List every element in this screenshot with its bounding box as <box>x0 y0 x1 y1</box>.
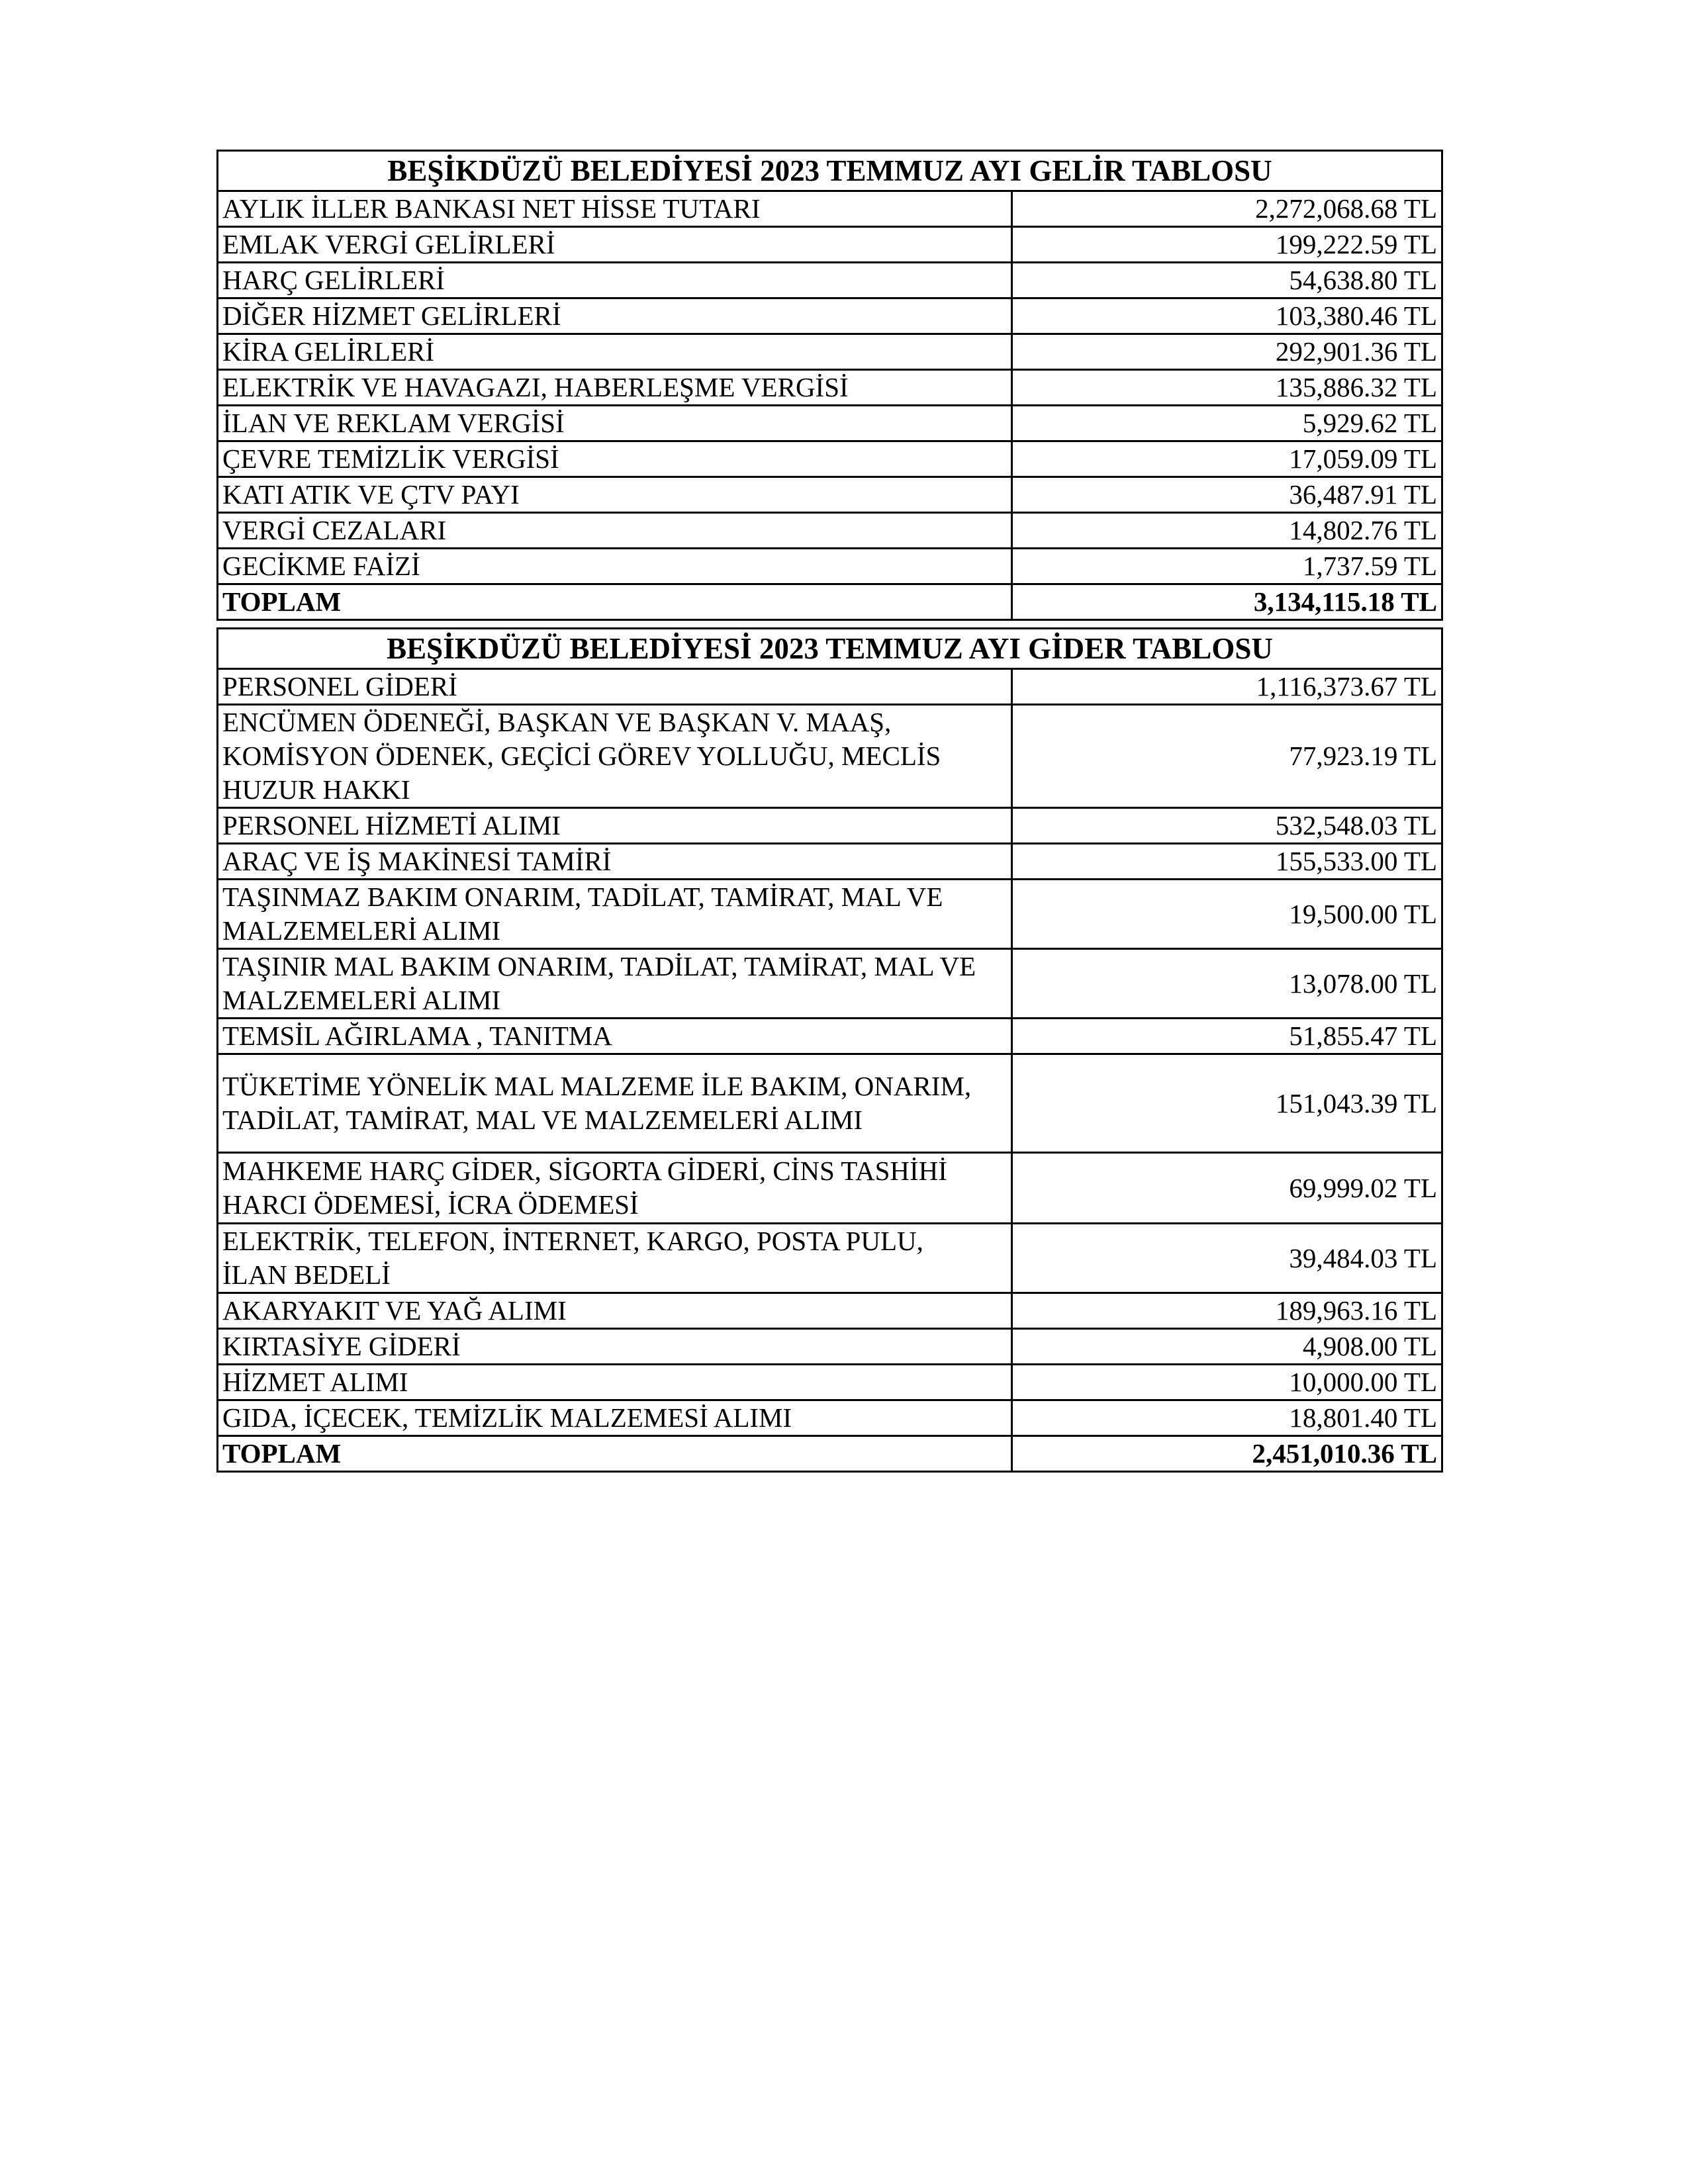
table-row <box>218 808 1442 844</box>
income-item-label: AYLIK İLLER BANKASI NET HİSSE TUTARI <box>218 191 1012 227</box>
income-item-amount: 135,886.32 TL <box>1012 370 1442 406</box>
table-row <box>218 334 1442 370</box>
expense-item-amount: 151,043.39 TL <box>1012 1054 1442 1153</box>
income-item-amount: 17,059.09 TL <box>1012 441 1442 477</box>
table-row <box>218 298 1442 334</box>
expense-total-label: TOPLAM <box>218 1436 1012 1472</box>
expense-item-amount: 77,923.19 TL <box>1012 705 1442 808</box>
table-row <box>218 949 1442 1019</box>
income-item-amount: 103,380.46 TL <box>1012 298 1442 334</box>
table-row <box>218 191 1442 227</box>
table-row <box>218 705 1442 808</box>
income-item-label: ÇEVRE TEMİZLİK VERGİSİ <box>218 441 1012 477</box>
table-row <box>218 880 1442 949</box>
income-item-amount: 199,222.59 TL <box>1012 227 1442 263</box>
income-total-row <box>218 584 1442 620</box>
expense-item-label: GIDA, İÇECEK, TEMİZLİK MALZEMESİ ALIMI <box>218 1400 1012 1436</box>
table-row <box>218 406 1442 441</box>
expense-item-label: TAŞINIR MAL BAKIM ONARIM, TADİLAT, TAMİRAT, MAL VE MALZEMELERİ ALIMI <box>218 949 1012 1019</box>
expense-item-label: KIRTASİYE GİDERİ <box>218 1329 1012 1365</box>
expense-item-amount: 19,500.00 TL <box>1012 880 1442 949</box>
table-row <box>218 1293 1442 1329</box>
expense-item-label: ELEKTRİK, TELEFON, İNTERNET, KARGO, POSTA PULU, İLAN BEDELİ <box>218 1224 1012 1293</box>
expense-total-amount: 2,451,010.36 TL <box>1012 1436 1442 1472</box>
table-row <box>218 513 1442 549</box>
expense-item-amount: 69,999.02 TL <box>1012 1153 1442 1224</box>
expense-item-label: AKARYAKIT VE YAĞ ALIMI <box>218 1293 1012 1329</box>
table-row <box>218 441 1442 477</box>
table-row <box>218 263 1442 298</box>
income-item-label: ELEKTRİK VE HAVAGAZI, HABERLEŞME VERGİSİ <box>218 370 1012 406</box>
expense-item-label: MAHKEME HARÇ GİDER, SİGORTA GİDERİ, CİNS TASHİHİ HARCI ÖDEMESİ, İCRA ÖDEMESİ <box>218 1153 1012 1224</box>
table-row <box>218 549 1442 584</box>
expense-item-label: ENCÜMEN ÖDENEĞİ, BAŞKAN VE BAŞKAN V. MAAŞ, KOMİSYON ÖDENEK, GEÇİCİ GÖREV YOLLUĞU, MECLİS HUZUR HAKKI <box>218 705 1012 808</box>
income-item-label: DİĞER HİZMET GELİRLERİ <box>218 298 1012 334</box>
expense-item-label: TEMSİL AĞIRLAMA , TANITMA <box>218 1019 1012 1054</box>
table-row <box>218 370 1442 406</box>
income-item-amount: 2,272,068.68 TL <box>1012 191 1442 227</box>
expense-item-label: HİZMET ALIMI <box>218 1365 1012 1400</box>
income-item-amount: 292,901.36 TL <box>1012 334 1442 370</box>
income-item-label: HARÇ GELİRLERİ <box>218 263 1012 298</box>
income-item-label: KATI ATIK VE ÇTV PAYI <box>218 477 1012 513</box>
income-item-amount: 5,929.62 TL <box>1012 406 1442 441</box>
table-row <box>218 227 1442 263</box>
expense-item-amount: 39,484.03 TL <box>1012 1224 1442 1293</box>
income-table-title: BEŞİKDÜZÜ BELEDİYESİ 2023 TEMMUZ AYI GELİR TABLOSU <box>218 151 1442 191</box>
expense-item-label: PERSONEL GİDERİ <box>218 669 1012 705</box>
expense-item-label: ARAÇ VE İŞ MAKİNESİ TAMİRİ <box>218 844 1012 880</box>
expense-item-amount: 4,908.00 TL <box>1012 1329 1442 1365</box>
expense-item-label: PERSONEL HİZMETİ ALIMI <box>218 808 1012 844</box>
table-row <box>218 1224 1442 1293</box>
expense-item-amount: 1,116,373.67 TL <box>1012 669 1442 705</box>
expense-table <box>216 627 1443 1473</box>
income-item-label: KİRA GELİRLERİ <box>218 334 1012 370</box>
expense-title-row <box>218 629 1442 669</box>
expense-table-title: BEŞİKDÜZÜ BELEDİYESİ 2023 TEMMUZ AYI GİDER TABLOSU <box>218 629 1442 669</box>
income-item-amount: 14,802.76 TL <box>1012 513 1442 549</box>
income-total-amount: 3,134,115.18 TL <box>1012 584 1442 620</box>
expense-item-amount: 10,000.00 TL <box>1012 1365 1442 1400</box>
expense-item-label: TÜKETİME YÖNELİK MAL MALZEME İLE BAKIM, ONARIM, TADİLAT, TAMİRAT, MAL VE MALZEMELERİ ALIMI <box>218 1054 1012 1153</box>
income-item-label: VERGİ CEZALARI <box>218 513 1012 549</box>
expense-item-amount: 155,533.00 TL <box>1012 844 1442 880</box>
table-row <box>218 844 1442 880</box>
table-row <box>218 1400 1442 1436</box>
expense-item-amount: 13,078.00 TL <box>1012 949 1442 1019</box>
table-row <box>218 1153 1442 1224</box>
table-row <box>218 669 1442 705</box>
table-row <box>218 477 1442 513</box>
income-item-amount: 54,638.80 TL <box>1012 263 1442 298</box>
income-item-label: EMLAK VERGİ GELİRLERİ <box>218 227 1012 263</box>
income-item-amount: 36,487.91 TL <box>1012 477 1442 513</box>
income-title-row <box>218 151 1442 191</box>
income-table <box>216 150 1443 621</box>
table-row <box>218 1019 1442 1054</box>
income-item-label: GECİKME FAİZİ <box>218 549 1012 584</box>
income-item-label: İLAN VE REKLAM VERGİSİ <box>218 406 1012 441</box>
expense-item-amount: 532,548.03 TL <box>1012 808 1442 844</box>
expense-total-row <box>218 1436 1442 1472</box>
income-item-amount: 1,737.59 TL <box>1012 549 1442 584</box>
expense-item-amount: 189,963.16 TL <box>1012 1293 1442 1329</box>
table-row <box>218 1329 1442 1365</box>
expense-item-amount: 51,855.47 TL <box>1012 1019 1442 1054</box>
income-total-label: TOPLAM <box>218 584 1012 620</box>
expense-item-label: TAŞINMAZ BAKIM ONARIM, TADİLAT, TAMİRAT, MAL VE MALZEMELERİ ALIMI <box>218 880 1012 949</box>
table-row <box>218 1365 1442 1400</box>
expense-item-amount: 18,801.40 TL <box>1012 1400 1442 1436</box>
table-row <box>218 1054 1442 1153</box>
